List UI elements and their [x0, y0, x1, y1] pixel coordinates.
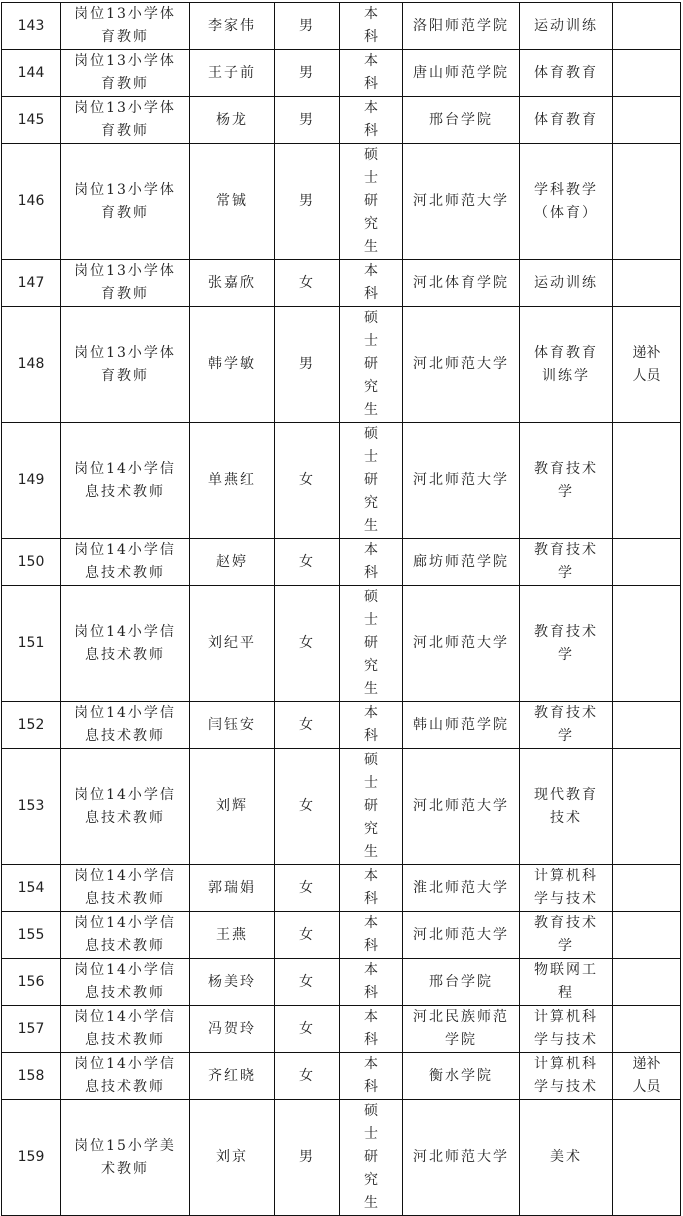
cell-post	[61, 307, 190, 423]
cell-post	[61, 423, 190, 539]
cell-edu	[340, 1053, 403, 1100]
cell-major	[520, 1053, 613, 1100]
cell-name: 单燕红	[190, 423, 275, 539]
cell-edu	[340, 865, 403, 912]
cell-no: 158	[2, 1053, 61, 1100]
cell-name: 韩学敏	[190, 307, 275, 423]
table-row	[2, 144, 681, 260]
cell-note	[613, 959, 681, 1006]
cell-name: 常铖	[190, 144, 275, 260]
major-text: 体育教育训练学	[534, 344, 598, 384]
edu-text: 本科	[364, 542, 378, 581]
major-text: 运动训练	[534, 17, 598, 34]
major-text: 物联网工程	[534, 962, 598, 1001]
cell-post	[61, 1006, 190, 1053]
table-row	[2, 423, 681, 539]
cell-name: 冯贺玲	[190, 1006, 275, 1053]
major-text: 计算机科学与技术	[534, 868, 598, 907]
cell-post	[61, 749, 190, 865]
cell-major	[520, 865, 613, 912]
cell-gender: 女	[275, 1006, 340, 1053]
school-text: 河北体育学院	[413, 274, 509, 291]
cell-gender: 女	[275, 423, 340, 539]
cell-note	[613, 50, 681, 97]
cell-edu	[340, 749, 403, 865]
edu-text: 本科	[364, 53, 378, 92]
table-row	[2, 912, 681, 959]
cell-note	[613, 865, 681, 912]
cell-school	[403, 586, 520, 702]
major-text: 计算机科学与技术	[534, 1056, 598, 1095]
cell-name: 刘京	[190, 1100, 275, 1216]
cell-note	[613, 912, 681, 959]
major-text: 体育教育	[534, 111, 598, 128]
cell-gender: 男	[275, 307, 340, 423]
note-text: 递补人员	[632, 344, 661, 384]
cell-no: 159	[2, 1100, 61, 1216]
cell-edu	[340, 260, 403, 307]
post-text: 岗位14小学信息技术教师	[74, 786, 176, 826]
cell-edu	[340, 959, 403, 1006]
table-row	[2, 1053, 681, 1100]
cell-note	[613, 97, 681, 144]
school-text: 河北师范大学	[413, 193, 509, 209]
cell-major	[520, 1100, 613, 1216]
major-text: 教育技术学	[534, 915, 598, 954]
school-text: 淮北师范大学	[413, 879, 509, 896]
major-text: 运动训练	[534, 274, 598, 291]
post-text: 岗位14小学信息技术教师	[74, 868, 176, 907]
school-text: 河北民族师范学院	[413, 1009, 509, 1048]
cell-note	[613, 3, 681, 50]
cell-name: 郭瑞娟	[190, 865, 275, 912]
post-text: 岗位14小学信息技术教师	[74, 962, 176, 1001]
cell-school	[403, 3, 520, 50]
table-body	[2, 3, 681, 1216]
post-text: 岗位14小学信息技术教师	[74, 705, 176, 744]
cell-post	[61, 959, 190, 1006]
cell-school	[403, 959, 520, 1006]
school-text: 邢台学院	[429, 111, 493, 128]
table-row	[2, 50, 681, 97]
edu-text: 本科	[364, 962, 378, 1001]
cell-gender: 女	[275, 1053, 340, 1100]
cell-no: 143	[2, 3, 61, 50]
cell-major	[520, 912, 613, 959]
school-text: 韩山师范学院	[413, 716, 509, 733]
major-text: 学科教学（体育）	[534, 181, 598, 221]
cell-major	[520, 50, 613, 97]
edu-text: 硕士研究生	[364, 310, 378, 418]
post-text: 岗位14小学信息技术教师	[74, 623, 176, 663]
school-text: 衡水学院	[429, 1067, 493, 1084]
cell-no: 151	[2, 586, 61, 702]
cell-post	[61, 1100, 190, 1216]
cell-edu	[340, 912, 403, 959]
major-text: 教育技术学	[534, 542, 598, 581]
edu-text: 硕士研究生	[364, 1103, 378, 1211]
cell-no: 156	[2, 959, 61, 1006]
cell-major	[520, 3, 613, 50]
cell-school	[403, 1100, 520, 1216]
cell-gender: 女	[275, 260, 340, 307]
cell-school	[403, 1006, 520, 1053]
post-text: 岗位13小学体育教师	[74, 53, 176, 92]
cell-name: 杨龙	[190, 97, 275, 144]
cell-post	[61, 702, 190, 749]
edu-text: 硕士研究生	[364, 589, 378, 697]
cell-post	[61, 912, 190, 959]
school-text: 唐山师范学院	[413, 64, 509, 81]
cell-gender: 男	[275, 1100, 340, 1216]
edu-text: 本科	[364, 100, 378, 139]
post-text: 岗位14小学信息技术教师	[74, 1056, 176, 1095]
cell-school	[403, 539, 520, 586]
cell-gender: 男	[275, 3, 340, 50]
cell-post	[61, 586, 190, 702]
post-text: 岗位15小学美术教师	[74, 1137, 176, 1177]
cell-post	[61, 144, 190, 260]
cell-post	[61, 260, 190, 307]
post-text: 岗位13小学体育教师	[74, 181, 176, 221]
cell-post	[61, 1053, 190, 1100]
major-text: 美术	[550, 1149, 582, 1165]
cell-note	[613, 1053, 681, 1100]
note-text: 递补人员	[632, 1056, 661, 1095]
cell-major	[520, 1006, 613, 1053]
edu-text: 本科	[364, 263, 378, 302]
cell-no: 154	[2, 865, 61, 912]
cell-post	[61, 50, 190, 97]
edu-text: 本科	[364, 915, 378, 954]
cell-major	[520, 959, 613, 1006]
cell-no: 152	[2, 702, 61, 749]
table-row	[2, 307, 681, 423]
cell-name: 杨美玲	[190, 959, 275, 1006]
post-text: 岗位13小学体育教师	[74, 6, 176, 45]
cell-edu	[340, 3, 403, 50]
major-text: 现代教育技术	[534, 786, 598, 826]
cell-school	[403, 749, 520, 865]
school-text: 洛阳师范学院	[413, 17, 509, 34]
cell-no: 146	[2, 144, 61, 260]
post-text: 岗位13小学体育教师	[74, 344, 176, 384]
cell-school	[403, 702, 520, 749]
edu-text: 本科	[364, 1056, 378, 1095]
edu-text: 本科	[364, 705, 378, 744]
table-row	[2, 260, 681, 307]
cell-gender: 女	[275, 586, 340, 702]
cell-note	[613, 702, 681, 749]
cell-gender: 男	[275, 50, 340, 97]
cell-name: 李家伟	[190, 3, 275, 50]
cell-major	[520, 144, 613, 260]
cell-note	[613, 423, 681, 539]
edu-text: 硕士研究生	[364, 147, 378, 255]
cell-major	[520, 423, 613, 539]
cell-no: 144	[2, 50, 61, 97]
cell-edu	[340, 1100, 403, 1216]
post-text: 岗位14小学信息技术教师	[74, 460, 176, 500]
cell-note	[613, 749, 681, 865]
cell-post	[61, 865, 190, 912]
cell-school	[403, 50, 520, 97]
cell-school	[403, 912, 520, 959]
cell-edu	[340, 50, 403, 97]
cell-no: 147	[2, 260, 61, 307]
cell-gender: 女	[275, 539, 340, 586]
cell-edu	[340, 586, 403, 702]
school-text: 邢台学院	[429, 973, 493, 990]
cell-name: 刘辉	[190, 749, 275, 865]
school-text: 河北师范大学	[413, 798, 509, 814]
cell-note	[613, 586, 681, 702]
major-text: 教育技术学	[534, 705, 598, 744]
cell-note	[613, 1006, 681, 1053]
cell-school	[403, 1053, 520, 1100]
cell-note	[613, 539, 681, 586]
cell-gender: 男	[275, 144, 340, 260]
cell-post	[61, 539, 190, 586]
major-text: 教育技术学	[534, 460, 598, 500]
table-row	[2, 539, 681, 586]
cell-school	[403, 144, 520, 260]
school-text: 河北师范大学	[413, 635, 509, 651]
post-text: 岗位14小学信息技术教师	[74, 915, 176, 954]
cell-edu	[340, 539, 403, 586]
cell-major	[520, 307, 613, 423]
cell-major	[520, 539, 613, 586]
table-row	[2, 1100, 681, 1216]
cell-no: 155	[2, 912, 61, 959]
table-row	[2, 1006, 681, 1053]
cell-no: 148	[2, 307, 61, 423]
cell-note	[613, 144, 681, 260]
major-text: 体育教育	[534, 64, 598, 81]
table-row	[2, 97, 681, 144]
table-row	[2, 3, 681, 50]
major-text: 计算机科学与技术	[534, 1009, 598, 1048]
cell-note	[613, 307, 681, 423]
cell-edu	[340, 97, 403, 144]
edu-text: 本科	[364, 6, 378, 45]
cell-major	[520, 749, 613, 865]
school-text: 廊坊师范学院	[413, 553, 509, 570]
edu-text: 本科	[364, 868, 378, 907]
edu-text: 硕士研究生	[364, 426, 378, 534]
cell-no: 157	[2, 1006, 61, 1053]
cell-major	[520, 702, 613, 749]
cell-name: 闫钰安	[190, 702, 275, 749]
cell-post	[61, 97, 190, 144]
major-text: 教育技术学	[534, 623, 598, 663]
cell-gender: 女	[275, 912, 340, 959]
cell-gender: 女	[275, 702, 340, 749]
school-text: 河北师范大学	[413, 926, 509, 943]
cell-no: 145	[2, 97, 61, 144]
table-row	[2, 586, 681, 702]
edu-text: 硕士研究生	[364, 752, 378, 860]
cell-edu	[340, 1006, 403, 1053]
cell-gender: 男	[275, 97, 340, 144]
cell-school	[403, 307, 520, 423]
table-row	[2, 702, 681, 749]
cell-major	[520, 97, 613, 144]
cell-name: 王燕	[190, 912, 275, 959]
cell-gender: 女	[275, 959, 340, 1006]
post-text: 岗位13小学体育教师	[74, 263, 176, 302]
school-text: 河北师范大学	[413, 472, 509, 488]
cell-name: 齐红晓	[190, 1053, 275, 1100]
cell-edu	[340, 702, 403, 749]
school-text: 河北师范大学	[413, 356, 509, 372]
cell-school	[403, 97, 520, 144]
candidate-table	[1, 2, 681, 1216]
cell-gender: 女	[275, 749, 340, 865]
table-row	[2, 865, 681, 912]
post-text: 岗位14小学信息技术教师	[74, 1009, 176, 1048]
cell-school	[403, 865, 520, 912]
cell-post	[61, 3, 190, 50]
cell-name: 刘纪平	[190, 586, 275, 702]
cell-major	[520, 260, 613, 307]
cell-name: 张嘉欣	[190, 260, 275, 307]
cell-note	[613, 1100, 681, 1216]
cell-no: 150	[2, 539, 61, 586]
post-text: 岗位13小学体育教师	[74, 100, 176, 139]
edu-text: 本科	[364, 1009, 378, 1048]
cell-no: 153	[2, 749, 61, 865]
cell-major	[520, 586, 613, 702]
cell-gender: 女	[275, 865, 340, 912]
cell-edu	[340, 144, 403, 260]
cell-no: 149	[2, 423, 61, 539]
post-text: 岗位14小学信息技术教师	[74, 542, 176, 581]
school-text: 河北师范大学	[413, 1149, 509, 1165]
cell-name: 赵婷	[190, 539, 275, 586]
cell-school	[403, 260, 520, 307]
table-row	[2, 749, 681, 865]
cell-name: 王子前	[190, 50, 275, 97]
cell-edu	[340, 307, 403, 423]
table-row	[2, 959, 681, 1006]
cell-edu	[340, 423, 403, 539]
cell-school	[403, 423, 520, 539]
cell-note	[613, 260, 681, 307]
